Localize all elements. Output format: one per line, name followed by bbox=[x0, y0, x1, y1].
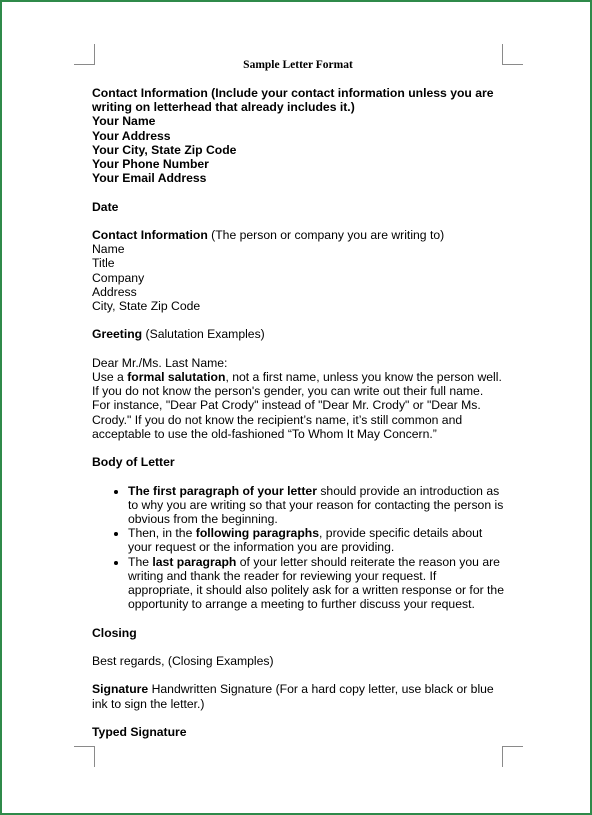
recipient-heading-line bbox=[92, 228, 504, 242]
recipient-heading: Contact Information bbox=[92, 228, 208, 242]
signature-line bbox=[92, 682, 504, 710]
recipient-name: Name bbox=[92, 242, 125, 257]
typed-signature: Typed Signature bbox=[92, 724, 187, 739]
greeting-bold: formal salutation bbox=[127, 370, 226, 384]
sender-city: Your City, State Zip Code bbox=[92, 142, 237, 157]
recipient-note: (The person or company you are writing to) bbox=[207, 228, 445, 242]
signature-heading: Signature bbox=[92, 682, 149, 697]
recipient-address: Address bbox=[92, 284, 137, 299]
sender-address: Your Address bbox=[92, 128, 171, 143]
letter-content bbox=[92, 58, 504, 739]
signature-note: Handwritten Signature (For a hard copy letter, use black or blue ink to sign the letter.) bbox=[92, 682, 494, 711]
closing-heading: Closing bbox=[92, 625, 137, 640]
recipient-city: City, State Zip Code bbox=[92, 299, 201, 314]
greeting-heading: Greeting bbox=[92, 327, 143, 342]
list-item: • Then, in the following paragraphs, provide specific details about your request or the information you are providing. bbox=[128, 526, 504, 554]
sender-name: Your Name bbox=[92, 114, 156, 129]
closing-line: Best regards, (Closing Examples) bbox=[92, 654, 274, 668]
greeting-heading-line bbox=[92, 327, 504, 341]
greeting-note: (Salutation Examples) bbox=[142, 327, 265, 342]
salutation-line: Dear Mr./Ms. Last Name: bbox=[92, 355, 228, 370]
body-heading: Body of Letter bbox=[92, 455, 175, 470]
page-title: Sample Letter Format bbox=[243, 59, 353, 71]
crop-mark-bottom-right bbox=[502, 746, 523, 767]
body-bullet-list bbox=[92, 484, 504, 612]
date-label: Date bbox=[92, 199, 119, 214]
crop-mark-bottom-left bbox=[74, 746, 95, 767]
greeting-paragraph: Use a formal salutation, not a first name, unless you know the person well. If you do not know the person's gender, you can write out their full name. For instance, "Dear Pat Crody" instead of "Dear Mr. Crody" or "Dear Ms. Crody." If you do not know the recipient’s name, it’s still common and acceptable to use the old-fashioned “To Whom It May Concern.” bbox=[92, 370, 502, 441]
recipient-title: Title bbox=[92, 256, 115, 271]
list-item: • The first paragraph of your letter should provide an introduction as to why you are writing so that your reason for contacting the person is obvious from the beginning. bbox=[128, 484, 504, 527]
crop-mark-top-right bbox=[502, 44, 523, 65]
sender-email: Your Email Address bbox=[92, 171, 207, 186]
recipient-company: Company bbox=[92, 270, 145, 285]
list-item: • The last paragraph of your letter should reiterate the reason you are writing and thank the reader for reviewing your request. If appropriate, it should also politely ask for a written response or for the opportunity to arrange a meeting to further discuss your request. bbox=[128, 555, 504, 612]
sender-heading: Contact Information (Include your contact information unless you are writing on letterhead that already includes it.) bbox=[92, 86, 494, 115]
sender-phone: Your Phone Number bbox=[92, 157, 209, 172]
